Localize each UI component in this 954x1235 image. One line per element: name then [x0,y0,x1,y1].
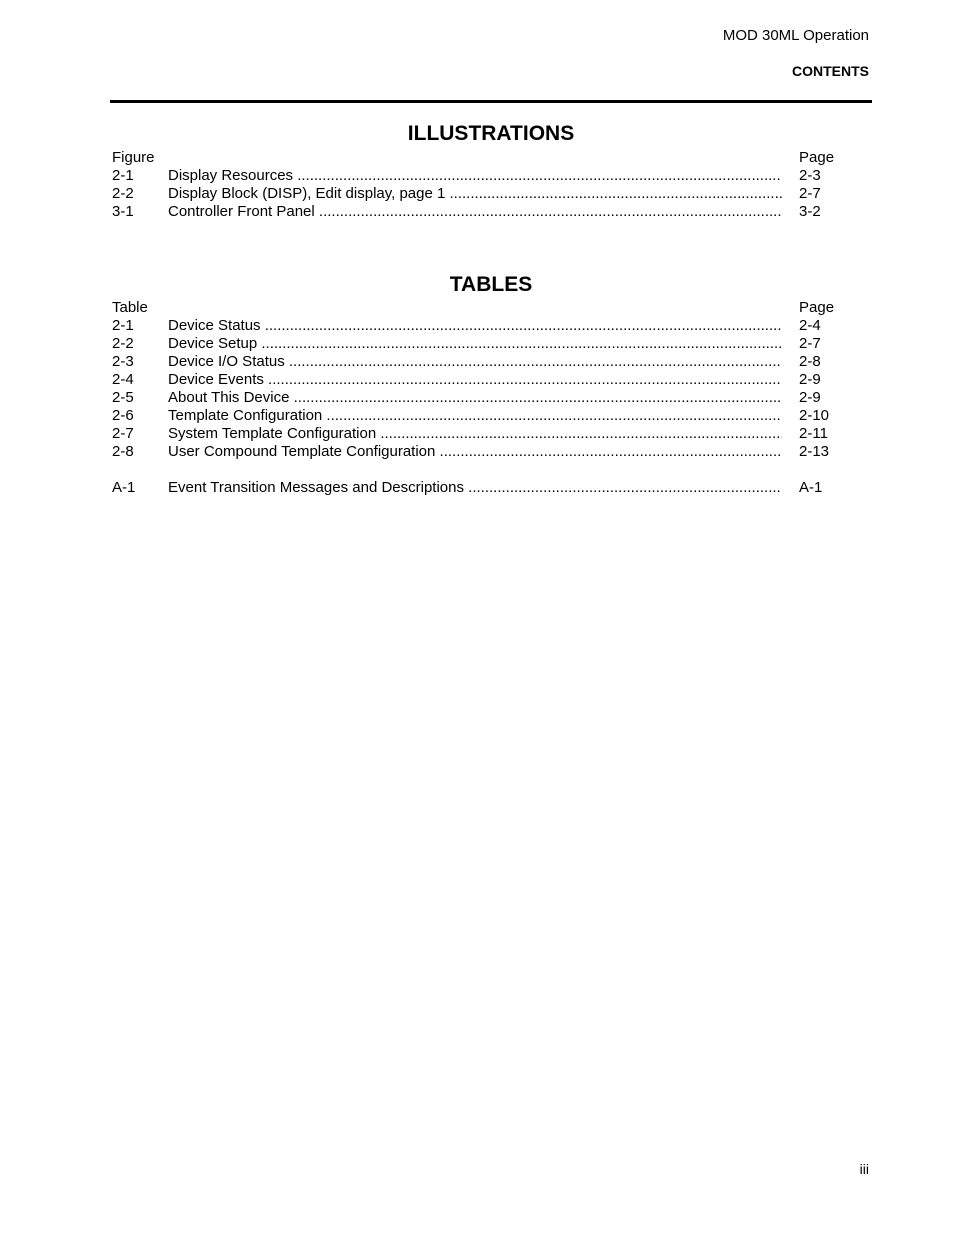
entry-number: 2-4 [112,371,134,388]
entry-label: Display Block (DISP), Edit display, page 1 ..... [168,185,782,203]
tables-list [112,299,848,497]
entry-page: 2-9 [799,371,821,388]
illustrations-column-header [112,149,848,167]
toc-entry[interactable] [112,335,848,353]
entry-page: 2-7 [799,335,821,352]
document-title: MOD 30ML Operation [722,27,869,44]
toc-entry[interactable] [112,371,848,389]
entry-label: Display Resources ..... [168,167,782,185]
illustrations-heading: ILLUSTRATIONS [407,122,575,145]
toc-entry[interactable] [112,317,848,335]
entry-number: 2-6 [112,407,134,424]
entry-number: 2-1 [112,167,134,184]
entry-number: 2-3 [112,353,134,370]
entry-label: User Compound Template Configuration ..... [168,443,782,461]
entry-label: Event Transition Messages and Descriptions ..... [168,479,782,497]
table-column-label: Table [112,299,148,316]
toc-entry[interactable] [112,353,848,371]
toc-entry[interactable] [112,479,848,497]
toc-entry[interactable] [112,407,848,425]
entry-page: A-1 [799,479,823,496]
toc-entry[interactable] [112,167,848,185]
entry-number: 3-1 [112,203,134,220]
entry-page: 2-10 [799,407,830,424]
entry-page: 2-4 [799,317,821,334]
entry-label: Template Configuration ..... [168,407,782,425]
entry-number: 2-8 [112,443,134,460]
page-number: iii [859,1161,869,1177]
toc-entry[interactable] [112,389,848,407]
spacer [112,461,848,479]
entry-page: 3-2 [799,203,821,220]
toc-entry[interactable] [112,203,848,221]
entry-number: A-1 [112,479,136,496]
entry-page: 2-8 [799,353,821,370]
illustrations-list [112,149,848,221]
section-label: CONTENTS [792,63,869,79]
entry-number: 2-2 [112,185,134,202]
entry-number: 2-7 [112,425,134,442]
entry-label: Device I/O Status ..... [168,353,782,371]
figure-column-label: Figure [112,149,155,166]
toc-entry[interactable] [112,443,848,461]
entry-label: Device Events ..... [168,371,782,389]
entry-label: Controller Front Panel ..... [168,203,782,221]
entry-number: 2-2 [112,335,134,352]
entry-page: 2-7 [799,185,821,202]
tables-heading: TABLES [449,273,533,296]
entry-page: 2-11 [799,425,828,442]
entry-page: 2-13 [799,443,830,460]
toc-entry[interactable] [112,425,848,443]
tables-column-header [112,299,848,317]
entry-number: 2-5 [112,389,134,406]
entry-page: 2-3 [799,167,821,184]
page-column-label: Page [799,299,835,316]
entry-label: Device Setup ..... [168,335,782,353]
entry-label: Device Status ..... [168,317,782,335]
entry-number: 2-1 [112,317,134,334]
entry-label: About This Device ..... [168,389,782,407]
entry-label: System Template Configuration ..... [168,425,782,443]
toc-entry[interactable] [112,185,848,203]
header-rule [110,100,872,103]
page-column-label: Page [799,149,835,166]
entry-page: 2-9 [799,389,821,406]
